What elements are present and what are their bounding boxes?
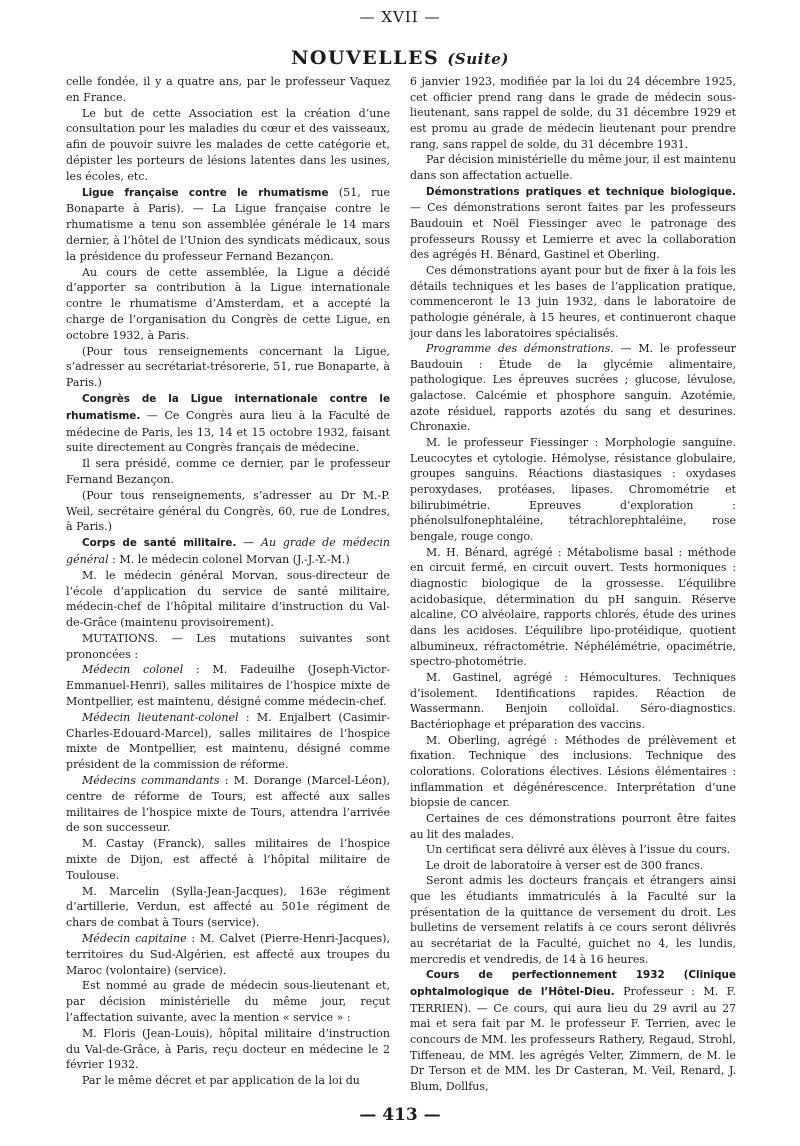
- paragraph: [66, 773, 390, 836]
- italic-lead: — Au grade de médecin général: [66, 536, 390, 566]
- paragraph-text: Est nommé au grade de médecin sous-lieutenant et, par décision ministérielle du même jour, reçut l’affectation suivante, avec la mention « service » :: [66, 979, 390, 1025]
- section-heading: Ligue française contre le rhumatisme: [82, 186, 329, 199]
- paragraph-text: : M. le médecin colonel Morvan (J.-J.-Y.-M.): [108, 552, 350, 566]
- paragraph: [410, 733, 736, 811]
- paragraph: [66, 836, 390, 883]
- paragraph: [410, 842, 736, 858]
- paragraph-text: M. Gastinel, agrégé : Hémocultures. Techniques d’isolement. Identifications rapides. Réaction de Wassermann. Benjoin colloïdal. Séro-diagnostics. Bactériophage et préparation des vaccins.: [410, 670, 736, 731]
- paragraph: [66, 344, 390, 391]
- paragraph-text: Le but de cette Association est la création d’une consultation pour les maladies du cœur et des vaisseaux, afin de pouvoir suivre les malades de cette catégorie et, dépister les porteurs de lésions latentes dans les usines, les écoles, etc.: [66, 106, 390, 183]
- paragraph-text: MUTATIONS. — Les mutations suivantes sont prononcées :: [66, 631, 390, 661]
- paragraph: [66, 884, 390, 931]
- paragraph: [410, 670, 736, 733]
- paragraph: [66, 391, 390, 456]
- paragraph-text: — Ces démonstrations seront faites par les professeurs Baudouin et Noël Fiessinger avec le patronage des professeurs Roussy et Lemierre et avec la collaboration des agrégés H. Bénard, Gastinel et Oberling.: [410, 201, 736, 262]
- paragraph-text: Au cours de cette assemblée, la Ligue a décidé d’apporter sa contribution à la Ligue internationale contre le rhumatisme d’Amsterdam, et a accepté la charge de l’organisation du Congrès de cette Ligue, en octobre 1932, à Paris.: [66, 265, 390, 342]
- page-roman-numeral: — XVII —: [359, 8, 441, 26]
- paragraph-text: M. Oberling, agrégé : Méthodes de prélèvement et fixation. Technique des inclusions. Technique des colorations. Colorations électives. Lésions élémentaires : inflammation et dégénérescence. Interprétation d’une biopsie de cancer.: [410, 733, 736, 810]
- paragraph-text: : M. Enjalbert (Casimir-Charles-Edouard-Marcel), salles militaires de l’hospice mixte de Montpellier, est maintenu, désigné comme président de la commission de réforme.: [66, 710, 390, 772]
- title-suffix: (Suite): [447, 50, 509, 68]
- paragraph: [66, 106, 390, 185]
- paragraph-text: 6 janvier 1923, modifiée par la loi du 24 décembre 1925, cet officier prend rang dans le grade de médecin sous-lieutenant, sans rappel de solde, du 31 décembre 1929 et est promu au grade de médecin lieutenant pour prendre rang, sans rappel de solde, du 31 décembre 1931.: [410, 75, 736, 151]
- paragraph: [410, 811, 736, 842]
- section-heading: Corps de santé militaire.: [82, 537, 237, 550]
- paragraph: [66, 931, 390, 978]
- paragraph: [410, 184, 736, 263]
- paragraph-text: — M. le professeur Baudouin : Étude de la glycémie alimentaire, pathologique. Les épreuves sucrées ; glucose, lévulose, galactose. Calcémie et phosphore sanguin. Azotémie, azote résiduel, rapports azotés du sang et desurines. Chronaxie.: [410, 342, 736, 434]
- italic-lead: Médecin colonel: [82, 663, 184, 677]
- paragraph-text: M. le médecin général Morvan, sous-directeur de l’école d’application du service de santé militaire, médecin-chef de l’hôpital militaire d’instruction du Val-de-Grâce (maintenu provisoirement).: [66, 568, 390, 630]
- paragraph-text: Professeur : M. F. TERRIEN). — Ce cours, qui aura lieu du 29 avril au 27 mai et sera fait par M. le professeur F. Terrien, avec le concours de MM. les professeurs Rathery, Regaud, Strohl, Tiffeneau, de MM. les agrégés Velter, Zimmern, de M. le Dr Terson et de MM. les Dr Casteran, M. Veil, Renard, J. Blum, Dollfus,: [410, 985, 737, 1093]
- paragraph: [66, 535, 390, 568]
- paragraph-text: (51, rue Bonaparte à Paris). — La Ligue française contre le rhumatisme a tenu son assemblée générale le 14 mars dernier, à l’hôtel de l’Union des syndicats médicaux, sous la présidence du professeur Fernand Bezançon.: [66, 185, 391, 263]
- italic-lead: Programme des démonstrations.: [426, 342, 614, 356]
- paragraph-text: M. Castay (Franck), salles militaires de l’hospice mixte de Dijon, est affecté à l’hôpital militaire de Toulouse.: [66, 837, 390, 882]
- paragraph: [66, 568, 390, 631]
- section-heading: Congrès de la Ligue internationale contre le rhumatisme.: [66, 392, 390, 422]
- italic-lead: Médecins commandants: [82, 774, 220, 788]
- paragraph: [66, 488, 390, 535]
- paragraph-text: M. le professeur Fiessinger : Morphologie sanguine. Leucocytes et cytologie. Hémolyse, résistance globulaire, groupes sanguins. Réactions diastasiques : oxydases peroxydases, protéases, lipases. Chromométrie et bilirubimétrie. Epreuves d’exploration : phénolsulfonephtaléine, tétrachlorephtaléine, rose bengale, rouge congo.: [410, 436, 736, 544]
- paragraph-text: : M. Fadeuilhe (Joseph-Victor-Emmanuel-Henri), salles militaires de l’hospice mixte de Montpellier, est maintenu, désigné comme médecin-chef.: [66, 663, 391, 709]
- paragraph-text: : M. Dorange (Marcel-Léon), centre de réforme de Tours, est affecté aux salles militaires de l’hospice mixte de Tours, attendra l’arrivée de son successeur.: [66, 774, 390, 835]
- section-heading: Démonstrations pratiques et technique biologique.: [426, 185, 736, 198]
- left-column: [66, 74, 390, 1089]
- paragraph-text: : M. Calvet (Pierre-Henri-Jacques), territoires du Sud-Algérien, est affecté aux troupes du Maroc (volontaire) (service).: [66, 932, 390, 977]
- paragraph: [410, 263, 736, 341]
- paragraph-text: Un certificat sera délivré aux élèves à l’issue du cours.: [426, 843, 731, 857]
- paragraph: [410, 152, 736, 183]
- paragraph-text: — Ce Congrès aura lieu à la Faculté de médecine de Paris, les 13, 14 et 15 octobre 1932, faisant suite directement au Congrès français de médecine.: [66, 408, 390, 455]
- paragraph: [410, 341, 736, 435]
- paragraph-text: Le droit de laboratoire à verser est de 300 francs.: [426, 858, 704, 872]
- right-column: [410, 74, 736, 1095]
- paragraph-text: Par le même décret et par application de la loi du: [82, 1074, 360, 1088]
- paragraph: [410, 435, 736, 545]
- paragraph: [410, 873, 736, 967]
- paragraph-text: (Pour tous renseignements concernant la Ligue, s’adresser au secrétariat-trésorerie, 51, rue Bonaparte, à Paris.): [66, 344, 390, 390]
- paragraph-text: M. Marcelin (Sylla-Jean-Jacques), 163e régiment d’artillerie, Verdun, est affecté au 501e régiment de chars de combat à Tours (service).: [66, 884, 390, 930]
- page-number: — 413 —: [359, 1105, 441, 1125]
- paragraph-text: M. H. Bénard, agrégé : Métabolisme basal : méthode en circuit fermé, en circuit ouvert. Tests hormoniques : diagnostic biologique de la grossesse. L’équilibre acidobasique, détermination du pH sanguin. Réserve alcaline, CO alvéolaire, rapports chlorés, étude des urines dans les acidoses. L’équilibre lipo-protéidique, quotient albumineux, réfractométrie. Néphélémétrie, opacimétrie, spectro-photométrie.: [410, 545, 736, 669]
- title-text: NOUVELLES: [291, 47, 440, 69]
- paragraph-text: Certaines de ces démonstrations pourront être faites au lit des malades.: [410, 811, 736, 841]
- paragraph: [66, 456, 390, 488]
- paragraph: [410, 545, 736, 670]
- paragraph: [410, 858, 736, 874]
- paragraph-text: Par décision ministérielle du même jour, il est maintenu dans son affectation actuelle.: [410, 153, 736, 182]
- italic-lead: Médecin lieutenant-colonel: [82, 710, 239, 724]
- paragraph: [66, 978, 390, 1025]
- paragraph-text: Il sera présidé, comme ce dernier, par le professeur Fernand Bezançon.: [66, 457, 390, 486]
- page-title: [0, 47, 800, 69]
- paragraph: [66, 185, 390, 265]
- paragraph: [410, 967, 736, 1094]
- paragraph-text: (Pour tous renseignements, s’adresser au Dr M.-P. Weil, secrétaire général du Congrès, 60, rue de Londres, à Paris.): [66, 488, 390, 534]
- paragraph-text: M. Floris (Jean-Louis), hôpital militaire d’instruction du Val-de-Grâce, à Paris, reçu docteur en médecine le 2 février 1932.: [66, 1026, 390, 1072]
- paragraph-text: Seront admis les docteurs français et étrangers ainsi que les étudiants immatriculés à la Faculté sur la présentation de la quittance de versement du droit. Les bulletins de versement relatifs à ce cours seront délivrés au secrétariat de la Faculté, guichet no 4, les lundis, mercredis et vendredis, de 14 à 16 heures.: [410, 874, 736, 966]
- italic-lead: Médecin capitaine: [82, 932, 187, 946]
- paragraph: [66, 1073, 390, 1089]
- paragraph: [66, 662, 390, 709]
- paragraph-text: celle fondée, il y a quatre ans, par le professeur Vaquez en France.: [66, 75, 390, 104]
- paragraph: [66, 1026, 390, 1073]
- paragraph: [410, 74, 736, 152]
- paragraph: [66, 631, 390, 663]
- section-heading: Cours de perfectionnement 1932 (Clinique ophtalmologique de l’Hôtel-Dieu.: [410, 969, 736, 999]
- paragraph: [66, 710, 390, 773]
- paragraph: [66, 74, 390, 106]
- paragraph-text: Ces démonstrations ayant pour but de fixer à la fois les détails techniques et les bases de l’application pratique, commenceront le 13 juin 1932, dans le laboratoire de pathologie générale, à 15 heures, et continueront chaque jour dans les laboratoires spécialisés.: [410, 263, 736, 340]
- paragraph: [66, 265, 390, 344]
